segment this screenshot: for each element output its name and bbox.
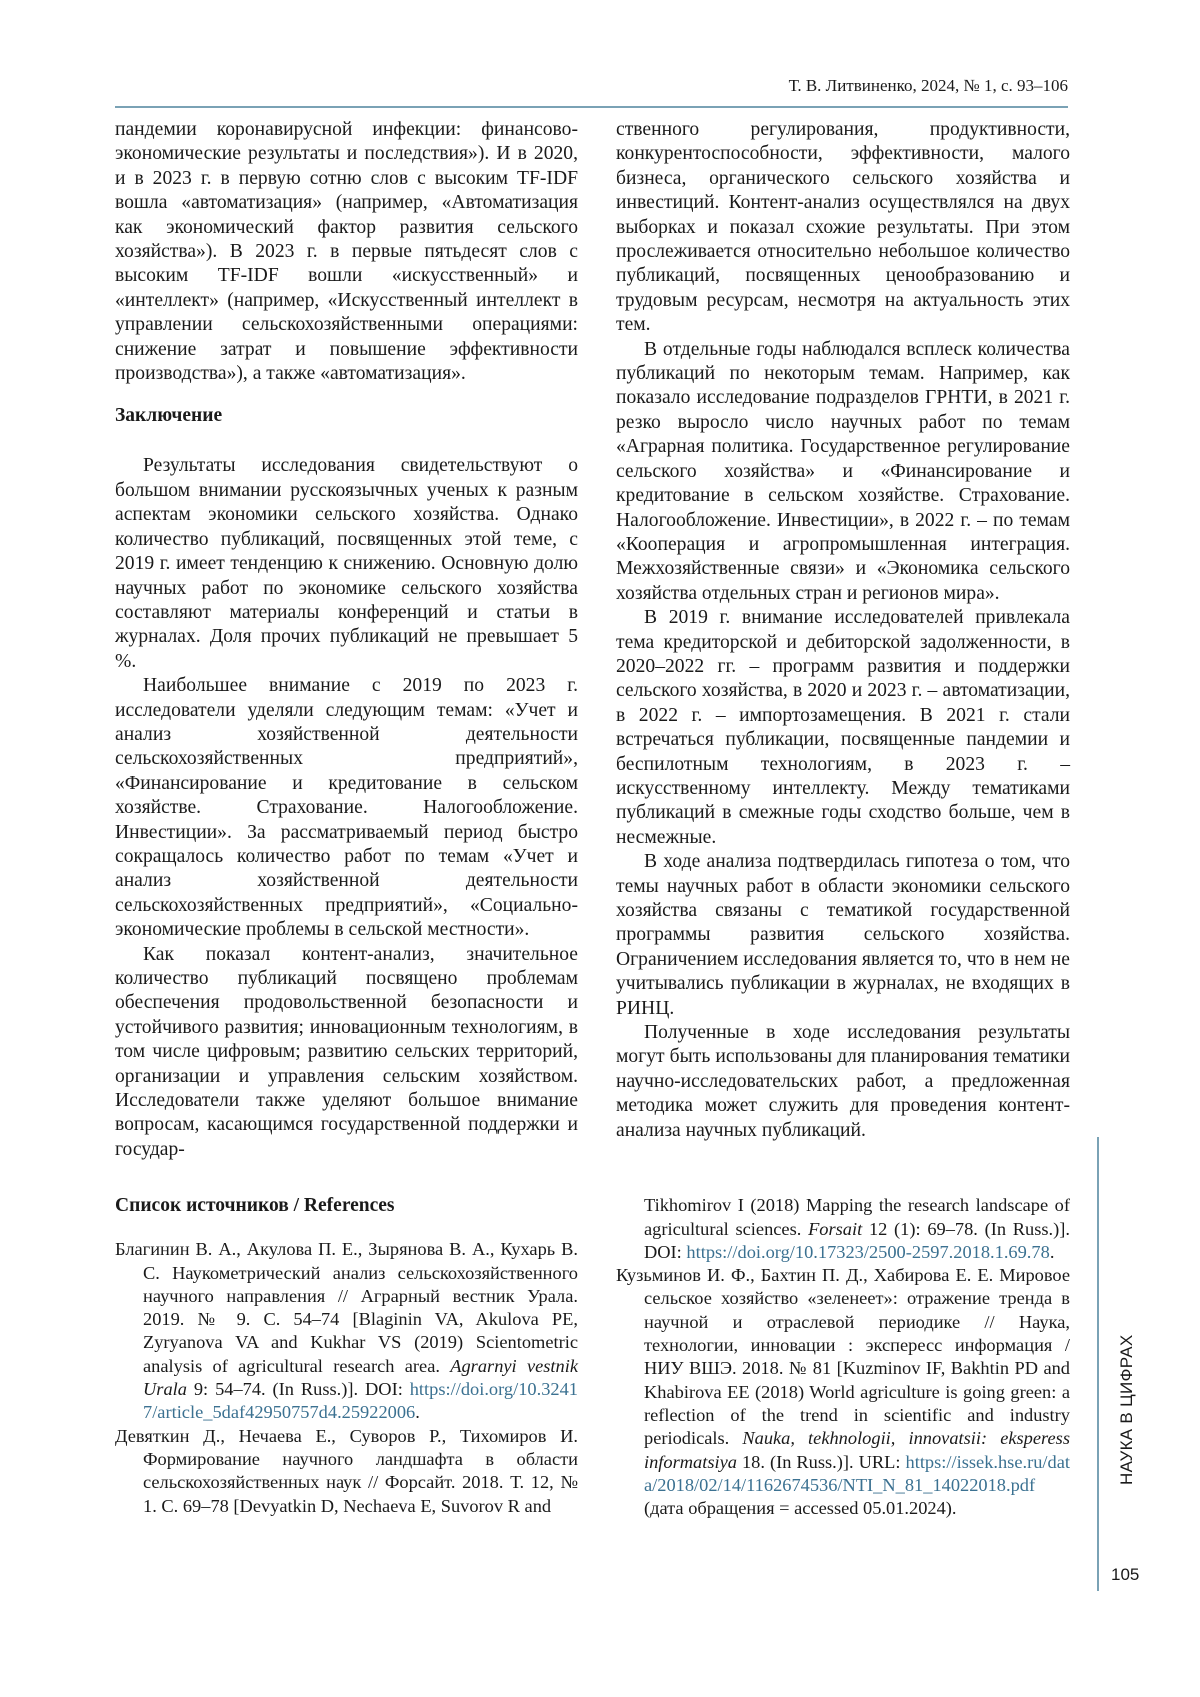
reference-text: Кузьминов И. Ф., Бахтин П. Д., Хабирова Е. Е. Мировое сельское хозяйство «зеленеет»: отражение тренда в научной и отраслевой периодике // Наука, технологии, инновации : экспересс информация / НИУ ВШЭ. 2018. № 81 [Kuzminov IF, Bakhtin PD and Khabirova EE (2018) World agriculture is going green: a reflection of the trend in scientific and industry periodicals.: [616, 1265, 1070, 1448]
left-column-body: [115, 118, 578, 1162]
reference-continuation: [616, 1194, 1070, 1264]
body-columns: [115, 118, 1070, 1162]
right-column-body: [616, 118, 1070, 1143]
paragraph: В 2019 г. внимание исследователей привлекала тема кредиторской и дебиторской задолженности, в 2020–2022 гг. – программ развития и поддержки сельского хозяйства, в 2020 и 2023 г. – автоматизации, в 2022 г. – импортозамещения. В 2021 г. стали встречаться публикации, посвященные пандемии и беспилотным технологиям, в 2023 г. – искусственному интеллекту. Между тематиками публикаций в смежные годы сходство больше, чем в несмежные.: [616, 606, 1070, 850]
paragraph: В отдельные годы наблюдался всплеск количества публикаций по некоторым темам. Например, как показало исследование подразделов ГРНТИ, в 2021 г. резко выросло число научных работ по темам «Аграрная политика. Государственное регулирование сельского хозяйства» и «Финансирование и кредитование в сельском хозяйстве. Страхование. Налогообложение. Инвестиции», в 2022 г. – по темам «Кооперация и агропромышленная интеграция. Межхозяйственные связи» и «Экономика сельского хозяйства отдельных стран и регионов мира».: [616, 338, 1070, 606]
page-number: 105: [1111, 1565, 1139, 1585]
reference-tail: 12 (1): 69–78. (In Russ.)]. DOI:: [644, 1219, 1070, 1262]
reference-end: (дата обращения = accessed 05.01.2024).: [644, 1498, 957, 1518]
reference-item: [616, 1264, 1070, 1520]
reference-tail: 9: 54–74. (In Russ.)]. DOI:: [187, 1379, 410, 1399]
paragraph: В ходе анализа подтвердилась гипотеза о том, что темы научных работ в области экономики сельского хозяйства связаны с тематикой государственной программы развития сельского хозяйства. Ограничением исследования является то, что в нем не учитывались публикации в журналах, не входящих в РИНЦ.: [616, 850, 1070, 1021]
reference-item: [115, 1425, 578, 1518]
doi-link[interactable]: https://doi.org/10.17323/2500-2597.2018.1.69.78: [686, 1242, 1049, 1262]
references-right: [616, 1194, 1070, 1520]
url-link[interactable]: https://issek.hse.ru/data/2018/02/14/1162674536/NTI_N_81_14022018.pdf: [644, 1452, 1070, 1495]
sidebar-rule: [1097, 1137, 1099, 1591]
paragraph: Наибольшее внимание с 2019 по 2023 г. исследователи уделяли следующим темам: «Учет и анализ хозяйственной деятельности сельскохозяйственных предприятий», «Финансирование и кредитование в сельском хозяйстве. Страхование. Налогообложение. Инвестиции». За рассматриваемый период быстро сокращалось количество работ по темам «Учет и анализ хозяйственной деятельности сельскохозяйственных предприятий», «Социально-экономические проблемы в сельской местности».: [115, 674, 578, 942]
paragraph: Как показал контент-анализ, значительное количество публикаций посвящено проблемам обеспечения продовольственной безопасности и устойчивого развития; инновационным технологиям, в том числе цифровым; развитию сельских территорий, организации и управления сельским хозяйством. Исследователи также уделяют большое внимание вопросам, касающимся государственной поддержки и государ-: [115, 943, 578, 1163]
reference-item: [115, 1238, 578, 1424]
reference-journal: Nauka, tekhnologii, innovatsii: eksperess informatsiya: [644, 1428, 1070, 1471]
reference-end: .: [1050, 1242, 1055, 1262]
references-left: [115, 1194, 578, 1518]
doi-link[interactable]: https://doi.org/10.32417/article_5daf42950757d4.25922006: [143, 1379, 578, 1422]
conclusion-heading: Заключение: [115, 404, 578, 428]
section-title-vertical: НАУКА В ЦИФРАХ: [1117, 1335, 1137, 1485]
references-heading: Список источников / References: [115, 1194, 578, 1218]
references-section: [115, 1194, 1070, 1520]
reference-text: Благинин В. А., Акулова П. Е., Зырянова В. А., Кухарь В. С. Наукометрический анализ сельскохозяйственного научного направления // Аграрный вестник Урала. 2019. № 9. С. 54–74 [Blaginin VA, Akulova PE, Zyryanova VA and Kukhar VS (2019) Scientometric analysis of agricultural research area.: [115, 1239, 578, 1375]
reference-tail: 18. (In Russ.)]. URL:: [737, 1452, 906, 1472]
paragraph: пандемии коронавирусной инфекции: финансово-экономические результаты и последствия»). И в 2020, и в 2023 г. в первую сотню слов с высоким TF-IDF вошла «автоматизация» (например, «Автоматизация как экономический фактор развития сельского хозяйства»). В 2023 г. в первые пятьдесят слов с высоким TF-IDF вошли «искусственный» и «интеллект» (например, «Искусственный интеллект в управлении сельскохозяйственными операциями: снижение затрат и повышение эффективности производства»), а также «автоматизация».: [115, 118, 578, 386]
reference-journal: Agrarnyi vestnik Urala: [143, 1356, 578, 1399]
running-head: Т. В. Литвиненко, 2024, № 1, с. 93–106: [700, 76, 1068, 96]
paragraph: Полученные в ходе исследования результаты могут быть использованы для планирования тематики научно-исследовательских работ, а предложенная методика может служить для проведения контент-анализа научных публикаций.: [616, 1021, 1070, 1143]
reference-text: Девяткин Д., Нечаева Е., Суворов Р., Тихомиров И. Формирование научного ландшафта в области сельскохозяйственных наук // Форсайт. 2018. Т. 12, № 1. С. 69–78 [Devyatkin D, Nechaeva E, Suvorov R and: [115, 1426, 578, 1516]
paragraph: Результаты исследования свидетельствуют о большом внимании русскоязычных ученых к разным аспектам экономики сельского хозяйства. Однако количество публикаций, посвященных этой теме, с 2019 г. имеет тенденцию к снижению. Основную долю научных работ по экономике сельского хозяйства составляют материалы конференций и статьи в журналах. Доля прочих публикаций не превышает 5 %.: [115, 454, 578, 674]
reference-end: .: [415, 1402, 420, 1422]
reference-text: Tikhomirov I (2018) Mapping the research landscape of agricultural sciences.: [644, 1195, 1070, 1238]
reference-journal: Forsait: [808, 1219, 862, 1239]
paragraph: ственного регулирования, продуктивности, конкурентоспособности, эффективности, малого бизнеса, органического сельского хозяйства и инвестиций. Контент-анализ осуществлялся на двух выборках и показал схожие результаты. При этом прослеживается относительно небольшое количество публикаций, посвященных ценообразованию и трудовым ресурсам, несмотря на актуальность этих тем.: [616, 118, 1070, 338]
page-content: [115, 0, 1070, 1520]
